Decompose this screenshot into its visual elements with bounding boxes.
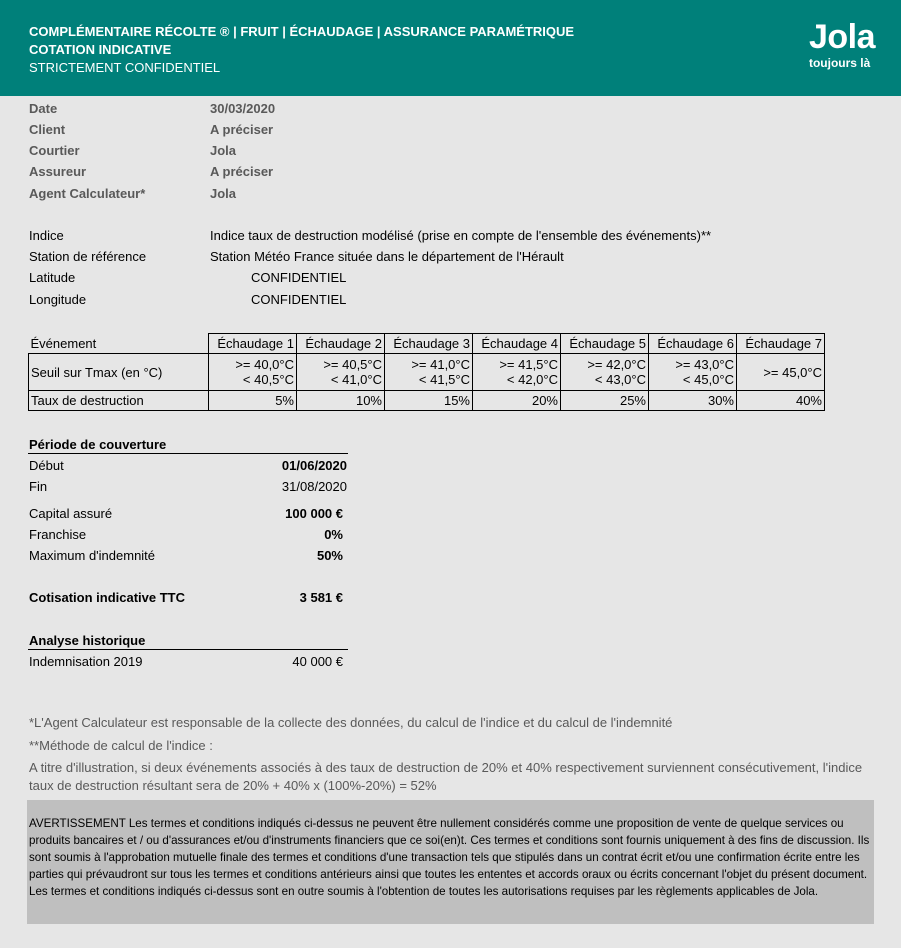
illustration-line-1: A titre d'illustration, si deux événements associés à des taux de destruction de 20% et 40% respectivement surviennent consécutivement, l'indice [29, 760, 863, 775]
event-col-5: Échaudage 5 [561, 334, 649, 354]
seuil-1-max: < 40,5°C [242, 372, 294, 387]
courtier-label: Courtier [29, 143, 80, 158]
table-row-seuil [29, 354, 825, 391]
franchise-value: 0% [324, 527, 343, 542]
seuil-cell-4 [473, 354, 561, 391]
agent-value: Jola [210, 186, 237, 201]
jola-logo [809, 20, 875, 69]
fin-value: 31/08/2020 [281, 479, 347, 494]
seuil-6-min: >= 43,0°C [675, 357, 734, 372]
franchise-label: Franchise [29, 527, 87, 542]
indice-value: Indice taux de destruction modélisé (prise en compte de l'ensemble des événements)** [210, 228, 712, 243]
longitude-label: Longitude [29, 292, 87, 307]
client-label: Client [29, 122, 66, 137]
max-indemnite-value: 50% [316, 548, 343, 563]
courtier-value: Jola [210, 143, 237, 158]
taux-cell-4: 20% [473, 391, 561, 411]
seuil-6-max: < 45,0°C [682, 372, 734, 387]
illustration-line-2: taux de destruction résultant sera de 20% + 40% x (100%-20%) = 52% [29, 778, 437, 793]
seuil-cell-5 [561, 354, 649, 391]
latitude-label: Latitude [29, 270, 76, 285]
coverage-divider [28, 453, 348, 454]
coverage-title: Période de couverture [29, 437, 167, 452]
seuil-cell-6 [649, 354, 737, 391]
agent-note: *L'Agent Calculateur est responsable de la collecte des données, du calcul de l'indice et du calcul de l'indemnité [29, 715, 673, 730]
event-col-2: Échaudage 2 [297, 334, 385, 354]
seuil-3-min: >= 41,0°C [411, 357, 470, 372]
disclaimer-box [27, 800, 874, 924]
latitude-value: CONFIDENTIEL [251, 270, 347, 285]
taux-cell-7: 40% [737, 391, 825, 411]
capital-value: 100 000 € [285, 506, 343, 521]
station-value: Station Météo France située dans le département de l'Hérault [210, 249, 564, 264]
taux-cell-3: 15% [385, 391, 473, 411]
seuil-cell-3 [385, 354, 473, 391]
logo-tagline: toujours là [808, 56, 871, 70]
cotisation-label: Cotisation indicative TTC [29, 590, 186, 605]
event-col-6: Échaudage 6 [649, 334, 737, 354]
longitude-value: CONFIDENTIEL [251, 292, 347, 307]
station-label: Station de référence [29, 249, 147, 264]
taux-cell-1: 5% [209, 391, 297, 411]
fin-label: Fin [29, 479, 48, 494]
history-title: Analyse historique [29, 633, 146, 648]
agent-label: Agent Calculateur* [29, 186, 146, 201]
indemnisation-label: Indemnisation 2019 [29, 654, 143, 669]
header-confidential: STRICTEMENT CONFIDENTIEL [29, 60, 221, 75]
seuil-5-min: >= 42,0°C [587, 357, 646, 372]
indemnisation-value: 40 000 € [292, 654, 343, 669]
seuil-4-max: < 42,0°C [506, 372, 558, 387]
seuil-row-label: Seuil sur Tmax (en °C) [29, 354, 209, 391]
indice-label: Indice [29, 228, 64, 243]
max-indemnite-label: Maximum d'indemnité [29, 548, 156, 563]
seuil-1-min: >= 40,0°C [235, 357, 294, 372]
history-divider [28, 649, 348, 650]
seuil-cell-1 [209, 354, 297, 391]
seuil-5-max: < 43,0°C [594, 372, 646, 387]
header-title: COMPLÉMENTAIRE RÉCOLTE ® | FRUIT | ÉCHAUDAGE | ASSURANCE PARAMÉTRIQUE [29, 24, 575, 39]
seuil-2-min: >= 40,5°C [323, 357, 382, 372]
events-table [28, 333, 825, 411]
table-header-row [29, 334, 825, 354]
assureur-value: A préciser [210, 164, 274, 179]
taux-cell-2: 10% [297, 391, 385, 411]
seuil-4-min: >= 41,5°C [499, 357, 558, 372]
methode-note: **Méthode de calcul de l'indice : [29, 738, 213, 753]
event-col-1: Échaudage 1 [209, 334, 297, 354]
seuil-cell-2 [297, 354, 385, 391]
capital-label: Capital assuré [29, 506, 113, 521]
event-col-3: Échaudage 3 [385, 334, 473, 354]
seuil-3-max: < 41,5°C [418, 372, 470, 387]
debut-value: 01/06/2020 [281, 458, 347, 473]
assureur-label: Assureur [29, 164, 87, 179]
taux-cell-5: 25% [561, 391, 649, 411]
seuil-cell-7: >= 45,0°C [737, 354, 825, 391]
date-label: Date [29, 101, 58, 116]
page-header [0, 0, 901, 96]
logo-text: Jola [808, 18, 875, 56]
header-subtitle: COTATION INDICATIVE [29, 42, 172, 57]
disclaimer-text: AVERTISSEMENT Les termes et conditions indiqués ci-dessus ne peuvent être nullement considérés comme une proposition de vente de quelque services ou produits bancaires et / ou d'assurances et/ou d'instruments financiers que ce soi(en)t. Ces termes et conditions sont fournis uniquement à des fins de discussion. Ils sont soumis à l'approbation mutuelle finale des termes et conditions d'une transaction tels que stipulés dans un contrat écrit et/ou une confirmation écrite entre les parties qui prévaudront sur tous les termes et conditions antérieurs ainsi que toutes les ententes et accords oraux ou écrits concernant l'objet du présent document. Les termes et conditions indiqués ci-dessus sont en outre soumis à l'obtention de toutes les autorisations requises par les règlements applicables de Jola. [29, 817, 870, 898]
debut-label: Début [29, 458, 64, 473]
seuil-2-max: < 41,0°C [330, 372, 382, 387]
event-row-label: Événement [29, 334, 209, 354]
table-row-taux [29, 391, 825, 411]
taux-cell-6: 30% [649, 391, 737, 411]
cotisation-value: 3 581 € [299, 590, 343, 605]
taux-row-label: Taux de destruction [29, 391, 209, 411]
date-value: 30/03/2020 [210, 101, 276, 116]
event-col-7: Échaudage 7 [737, 334, 825, 354]
event-col-4: Échaudage 4 [473, 334, 561, 354]
client-value: A préciser [210, 122, 274, 137]
